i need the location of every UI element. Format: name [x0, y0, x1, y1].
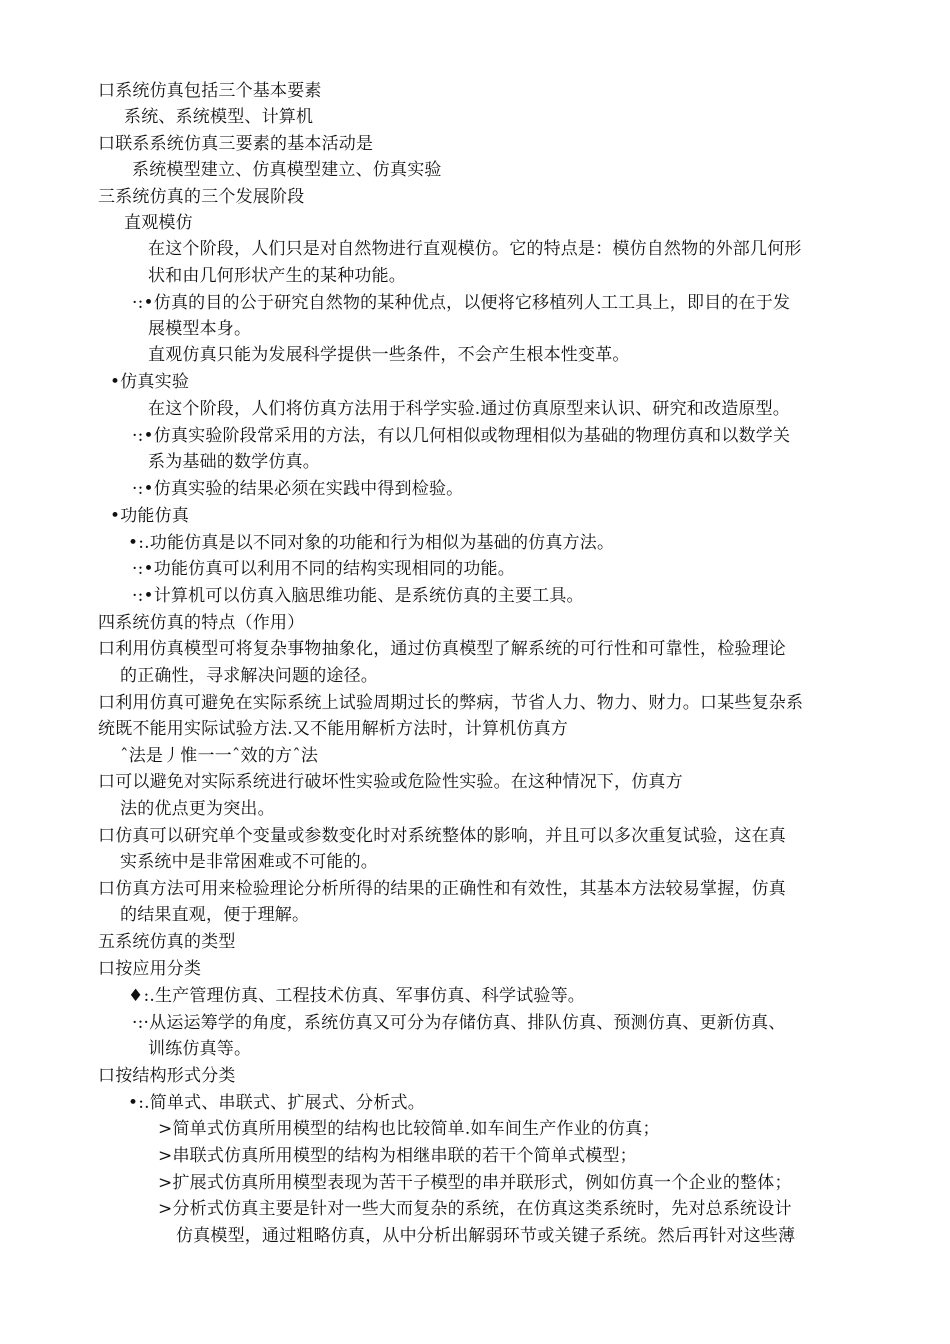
- text-line-32: 的结果直观，便于理解。: [120, 905, 310, 925]
- text-line-40: >简单式仿真所用模型的结构也比较简单.如车间生产作业的仿真；: [158, 1119, 660, 1139]
- text-line-37: 训练仿真等。: [148, 1039, 252, 1059]
- text-line-43: >分析式仿真主要是针对一些大而复杂的系统，在仿真这类系统时，先对总系统设计: [158, 1199, 792, 1219]
- text-line-29: 口仿真可以研究单个变量或参数变化时对系统整体的影响，并且可以多次重复试验，这在真: [98, 826, 786, 846]
- text-line-42: >扩展式仿真所用模型表现为苦干子模型的串并联形式，例如仿真一个企业的整体；: [158, 1173, 792, 1193]
- text-line-3: 口联系系统仿真三要素的基本活动是: [98, 134, 374, 154]
- text-line-25: 统既不能用实际试验方法.又不能用解析方法时，计算机仿真方: [98, 719, 569, 739]
- text-line-19: ·:•功能仿真可以利用不同的结构实现相同的功能。: [132, 559, 515, 579]
- text-line-30: 实系统中是非常困难或不可能的。: [120, 852, 378, 872]
- text-line-21: 四系统仿真的特点（作用）: [98, 613, 305, 633]
- text-line-23: 的正确性，寻求解决问题的途径。: [120, 666, 378, 686]
- text-line-38: 口按结构形式分类: [98, 1066, 236, 1086]
- text-line-12: •仿真实验: [110, 372, 190, 392]
- text-line-34: 口按应用分类: [98, 959, 202, 979]
- text-line-9: ·:•仿真的目的公于研究自然物的某种优点，以便将它移植列人工工具上，即目的在于发: [132, 293, 791, 313]
- text-line-7: 在这个阶段，人们只是对自然物进行直观模仿。它的特点是：模仿自然物的外部几何形: [148, 239, 802, 259]
- text-line-26: ˆ法是丿惟一一ˆ效的方ˆ法: [120, 746, 319, 766]
- text-line-13: 在这个阶段，人们将仿真方法用于科学实验.通过仿真原型来认识、研究和改造原型。: [148, 399, 791, 419]
- text-line-5: 三系统仿真的三个发展阶段: [98, 187, 305, 207]
- text-line-27: 口可以避免对实际系统进行破坏性实验或危险性实验。在这种情况下，仿真方: [98, 772, 683, 792]
- text-line-41: >串联式仿真所用模型的结构为相继串联的若干个简单式模型；: [158, 1146, 637, 1166]
- text-line-11: 直观仿真只能为发展科学提供一些条件，不会产生根本性变革。: [148, 345, 630, 365]
- text-line-2: 系统、系统模型、计算机: [124, 107, 314, 127]
- text-line-31: 口仿真方法可用来检验理论分析所得的结果的正确性和有效性，其基本方法较易掌握，仿真: [98, 879, 786, 899]
- text-line-28: 法的优点更为突出。: [120, 799, 275, 819]
- text-line-22: 口利用仿真模型可将复杂事物抽象化，通过仿真模型了解系统的可行性和可靠性，检验理论: [98, 639, 786, 659]
- text-line-33: 五系统仿真的类型: [98, 932, 236, 952]
- text-line-24: 口利用仿真可避免在实际系统上试验周期过长的弊病，节省人力、物力、财力。口某些复杂系: [98, 693, 804, 713]
- text-line-10: 展模型本身。: [148, 319, 252, 339]
- text-line-35: ♦:.生产管理仿真、工程技术仿真、军事仿真、科学试验等。: [128, 986, 585, 1006]
- text-line-8: 状和由几何形状产生的某种功能。: [148, 266, 406, 286]
- text-line-16: ·:•仿真实验的结果必须在实践中得到检验。: [132, 479, 464, 499]
- text-line-20: ·:•计算机可以仿真入脑思维功能、是系统仿真的主要工具。: [132, 586, 584, 606]
- text-line-17: •功能仿真: [110, 506, 190, 526]
- text-line-6: 直观模仿: [124, 213, 193, 233]
- text-line-4: 系统模型建立、仿真模型建立、仿真实验: [132, 160, 442, 180]
- text-line-15: 系为基础的数学仿真。: [148, 452, 320, 472]
- text-line-44: 仿真模型，通过粗略仿真，从中分析出解弱环节或关键子系统。然后再针对这些薄: [176, 1226, 796, 1246]
- text-line-1: 口系统仿真包括三个基本要素: [98, 81, 322, 101]
- text-line-14: ·:•仿真实验阶段常采用的方法，有以几何相似或物理相似为基础的物理仿真和以数学关: [132, 426, 791, 446]
- text-line-18: •:.功能仿真是以不同对象的功能和行为相似为基础的仿真方法。: [128, 533, 615, 553]
- text-line-39: •:.简单式、串联式、扩展式、分析式。: [128, 1093, 425, 1113]
- text-line-36: ·:·从运运筹学的角度，系统仿真又可分为存储仿真、排队仿真、预测仿真、更新仿真、: [132, 1013, 786, 1033]
